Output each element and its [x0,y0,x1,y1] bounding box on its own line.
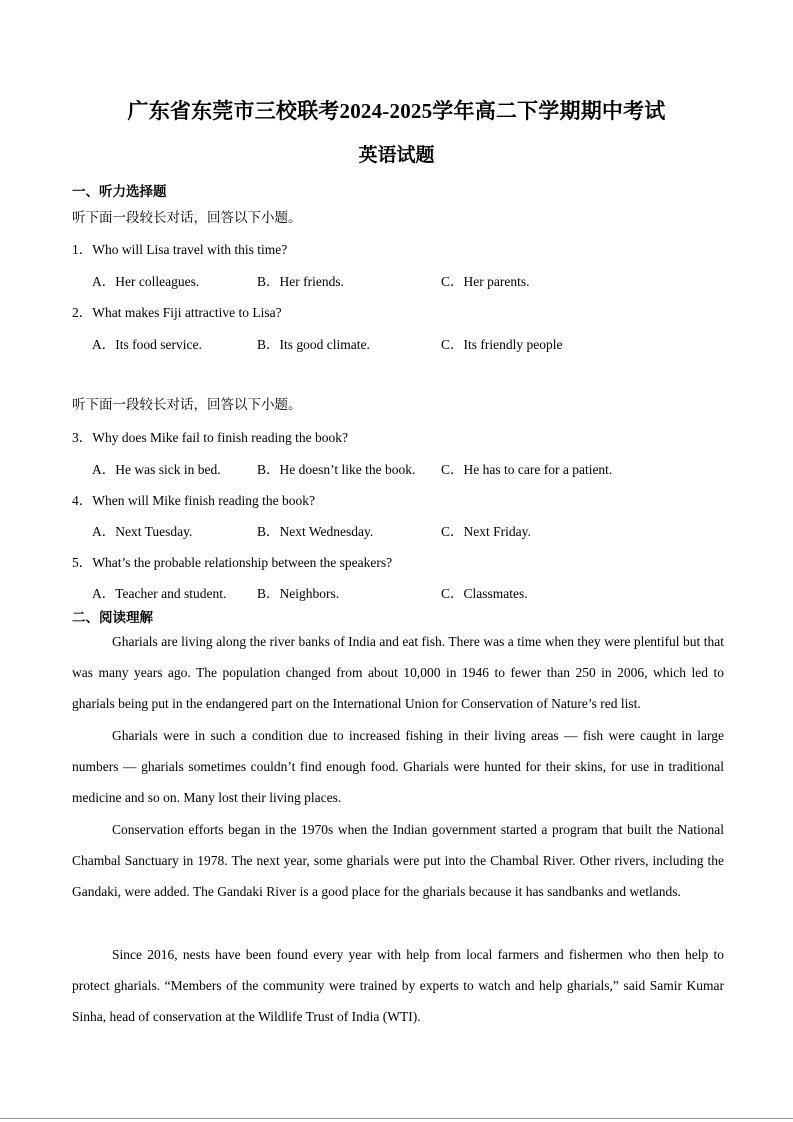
option-c: C．Its friendly people [441,337,563,352]
reading-paragraph: Since 2016, nests have been found every year with help from local farmers and fishermen who then help to protect gharials. “Members of the community were trained by experts to watch and help gharials,” said Samir Kumar Sinha, head of conservation at the Wildlife Trust of India (WTI). [72,947,724,1025]
reading-paragraph: Conservation efforts began in the 1970s when the Indian government started a program that built the National Chambal Sanctuary in 1978. The next year, some gharials were put into the Chambal River. Other rivers, including the Gandaki, were added. The Gandaki River is a good place for the gharials because it has sandbanks and wetlands. [72,822,724,900]
question-stem: 1．Who will Lisa travel with this time? [72,242,288,257]
page-bottom-divider [0,1118,793,1119]
section-heading-listening: 一、听力选择题 [72,184,167,199]
option-c: C．Her parents. [441,274,530,289]
page-title: 广东省东莞市三校联考2024-2025学年高二下学期期中考试 [127,99,666,123]
page-subtitle: 英语试题 [358,145,435,166]
option-a: A．Her colleagues. [92,274,200,289]
option-b: B．Next Wednesday. [257,524,374,539]
question-stem: 4．When will Mike finish reading the book? [72,493,315,508]
option-c: C．Next Friday. [441,524,531,539]
option-a: A．He was sick in bed. [92,462,221,477]
option-c: C．He has to care for a patient. [441,462,613,477]
reading-paragraph: Gharials were in such a condition due to increased fishing in their living areas — fish were caught in large numbers — gharials sometimes couldn’t find enough food. Gharials were hunted for their skins, for use in traditional medicine and so on. Many lost their living places. [72,728,724,806]
instruction-text: 听下面一段较长对话，回答以下小题。 [72,397,302,412]
reading-paragraph: Gharials are living along the river banks of India and eat fish. There was a time when they were plentiful but that was many years ago. The population changed from about 10,000 in 1946 to fewer than 250 in 2006, which led to gharials being put in the endangered part on the International Union for Conservation of Nature’s red list. [72,634,724,712]
question-stem: 5．What’s the probable relationship between the speakers? [72,555,393,570]
option-b: B．He doesn’t like the book. [257,462,416,477]
option-c: C．Classmates. [441,586,528,601]
question-stem: 3．Why does Mike fail to finish reading the book? [72,430,348,445]
option-a: A．Teacher and student. [92,586,227,601]
option-a: A．Next Tuesday. [92,524,193,539]
instruction-text: 听下面一段较长对话，回答以下小题。 [72,210,302,225]
option-b: B．Its good climate. [257,337,370,352]
section-heading-reading: 二、阅读理解 [72,610,153,625]
option-b: B．Neighbors. [257,586,340,601]
option-b: B．Her friends. [257,274,344,289]
option-a: A．Its food service. [92,337,202,352]
question-stem: 2．What makes Fiji attractive to Lisa? [72,305,282,320]
